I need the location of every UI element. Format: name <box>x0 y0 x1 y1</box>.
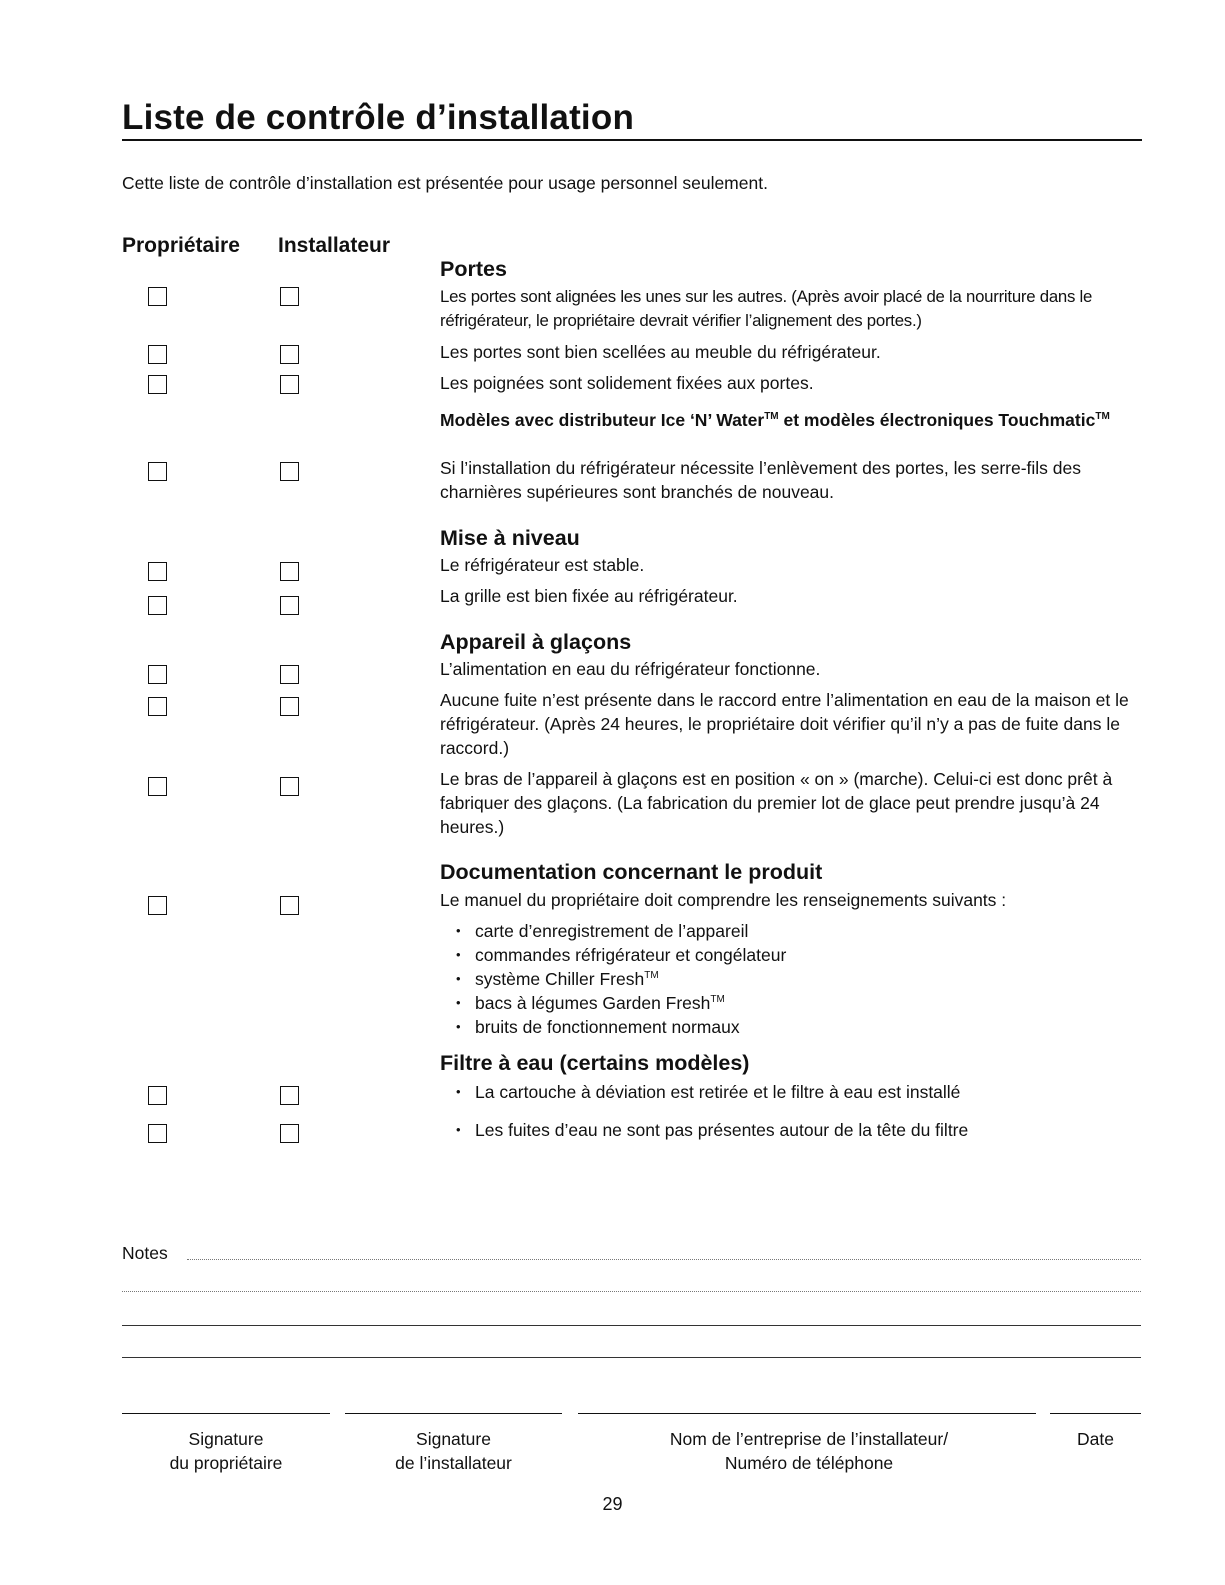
owner-checkbox[interactable] <box>148 777 167 796</box>
owner-checkbox[interactable] <box>148 896 167 915</box>
owner-checkbox[interactable] <box>148 375 167 394</box>
bullet-item: • La cartouche à déviation est retirée et le filtre à eau est installé <box>456 1080 960 1104</box>
subheading-dispenser-models <box>440 409 1140 432</box>
owner-checkbox[interactable] <box>148 1124 167 1143</box>
section-heading-filtre-a-eau: Filtre à eau (certains modèles) <box>440 1051 750 1075</box>
section-heading-documentation: Documentation concernant le produit <box>440 860 823 884</box>
checklist-item-text: Les portes sont bien scellées au meuble du réfrigérateur. <box>440 342 881 362</box>
installer-checkbox[interactable] <box>280 345 299 364</box>
installer-checkbox[interactable] <box>280 896 299 915</box>
company-phone-label: Nom de l’entreprise de l’installateur/ Numéro de téléphone <box>669 1429 949 1473</box>
checklist-item-text: Le bras de l’appareil à glaçons est en position « on » (marche). Celui-ci est donc prêt à fabriquer des glaçons. (La fabrication du premier lot de glace peut prendre jusqu’à 24 heures.) <box>440 769 1113 837</box>
installer-checkbox[interactable] <box>280 665 299 684</box>
owner-checkbox[interactable] <box>148 665 167 684</box>
installer-checkbox[interactable] <box>280 375 299 394</box>
date-line[interactable] <box>1050 1413 1141 1414</box>
trademark-mark: TM <box>1095 411 1110 423</box>
checklist-item-text: La grille est bien fixée au réfrigérateur. <box>440 586 738 606</box>
notes-line[interactable] <box>187 1259 1141 1260</box>
owner-checkbox[interactable] <box>148 562 167 581</box>
checklist-item-text: Le manuel du propriétaire doit comprendre les renseignements suivants : <box>440 890 1007 910</box>
owner-signature-label: Signature du propriétaire <box>169 1429 283 1473</box>
page-title: Liste de contrôle d’installation <box>122 98 635 137</box>
date-label: Date <box>1077 1429 1114 1449</box>
owner-signature-line[interactable] <box>122 1413 330 1414</box>
owner-checkbox[interactable] <box>148 345 167 364</box>
section-heading-appareil-a-glacons: Appareil à glaçons <box>440 630 632 654</box>
bullet-item: • bacs à légumes Garden Fresh™ <box>456 991 725 1015</box>
intro-text: Cette liste de contrôle d’installation est présentée pour usage personnel seulement. <box>122 173 768 193</box>
bullet-item: • commandes réfrigérateur et congélateur <box>456 943 786 967</box>
title-rule <box>122 139 1142 141</box>
subheading-text: et modèles électroniques Touchmatic <box>778 410 1096 430</box>
subheading-text: Modèles avec distributeur Ice ‘N’ Water <box>440 410 765 430</box>
checklist-item-text: Les poignées sont solidement fixées aux portes. <box>440 373 814 393</box>
bullet-item: • Les fuites d’eau ne sont pas présentes autour de la tête du filtre <box>456 1118 968 1142</box>
installer-checkbox[interactable] <box>280 562 299 581</box>
installer-signature-line[interactable] <box>345 1413 562 1414</box>
trademark-mark: TM <box>764 411 779 423</box>
checklist-item-text: Si l’installation du réfrigérateur nécessite l’enlèvement des portes, les serre-fils des charnières supérieures sont branchés de nouveau. <box>440 458 1081 502</box>
checklist-item-text: Les portes sont alignées les unes sur les autres. (Après avoir placé de la nourriture dans le réfrigérateur, le propriétaire devrait vérifier l’alignement des portes.) <box>440 287 1093 330</box>
owner-checkbox[interactable] <box>148 596 167 615</box>
owner-checkbox[interactable] <box>148 462 167 481</box>
trademark-mark: TM <box>710 994 725 1006</box>
notes-line[interactable] <box>122 1291 1141 1292</box>
notes-line[interactable] <box>122 1357 1141 1358</box>
section-heading-mise-a-niveau: Mise à niveau <box>440 526 580 550</box>
installer-checkbox[interactable] <box>280 287 299 306</box>
installer-signature-label: Signature de l’installateur <box>395 1429 512 1473</box>
bullet-item: • système Chiller Fresh™ <box>456 967 659 991</box>
checklist-item-text: Aucune fuite n’est présente dans le raccord entre l’alimentation en eau de la maison et le réfrigérateur. (Après 24 heures, le propriétaire doit vérifier qu’il n’y a pas de fuite dans le raccord.) <box>440 690 1129 758</box>
column-header-installer: Installateur <box>278 234 391 257</box>
installer-checkbox[interactable] <box>280 697 299 716</box>
bullet-item: • bruits de fonctionnement normaux <box>456 1015 740 1039</box>
notes-label: Notes <box>122 1243 168 1263</box>
installer-checkbox[interactable] <box>280 596 299 615</box>
owner-checkbox[interactable] <box>148 287 167 306</box>
section-heading-portes: Portes <box>440 257 507 281</box>
installer-checkbox[interactable] <box>280 1086 299 1105</box>
bullet-item: • carte d’enregistrement de l’appareil <box>456 919 748 943</box>
installer-checkbox[interactable] <box>280 462 299 481</box>
installer-checkbox[interactable] <box>280 1124 299 1143</box>
owner-checkbox[interactable] <box>148 1086 167 1105</box>
trademark-mark: TM <box>644 970 659 982</box>
notes-line[interactable] <box>122 1325 1141 1326</box>
column-header-owner: Propriétaire <box>122 234 240 257</box>
owner-checkbox[interactable] <box>148 697 167 716</box>
checklist-item-text: Le réfrigérateur est stable. <box>440 555 645 575</box>
company-phone-line[interactable] <box>578 1413 1036 1414</box>
checklist-item-text: L’alimentation en eau du réfrigérateur fonctionne. <box>440 659 821 679</box>
installer-checkbox[interactable] <box>280 777 299 796</box>
page-number: 29 <box>602 1494 623 1514</box>
